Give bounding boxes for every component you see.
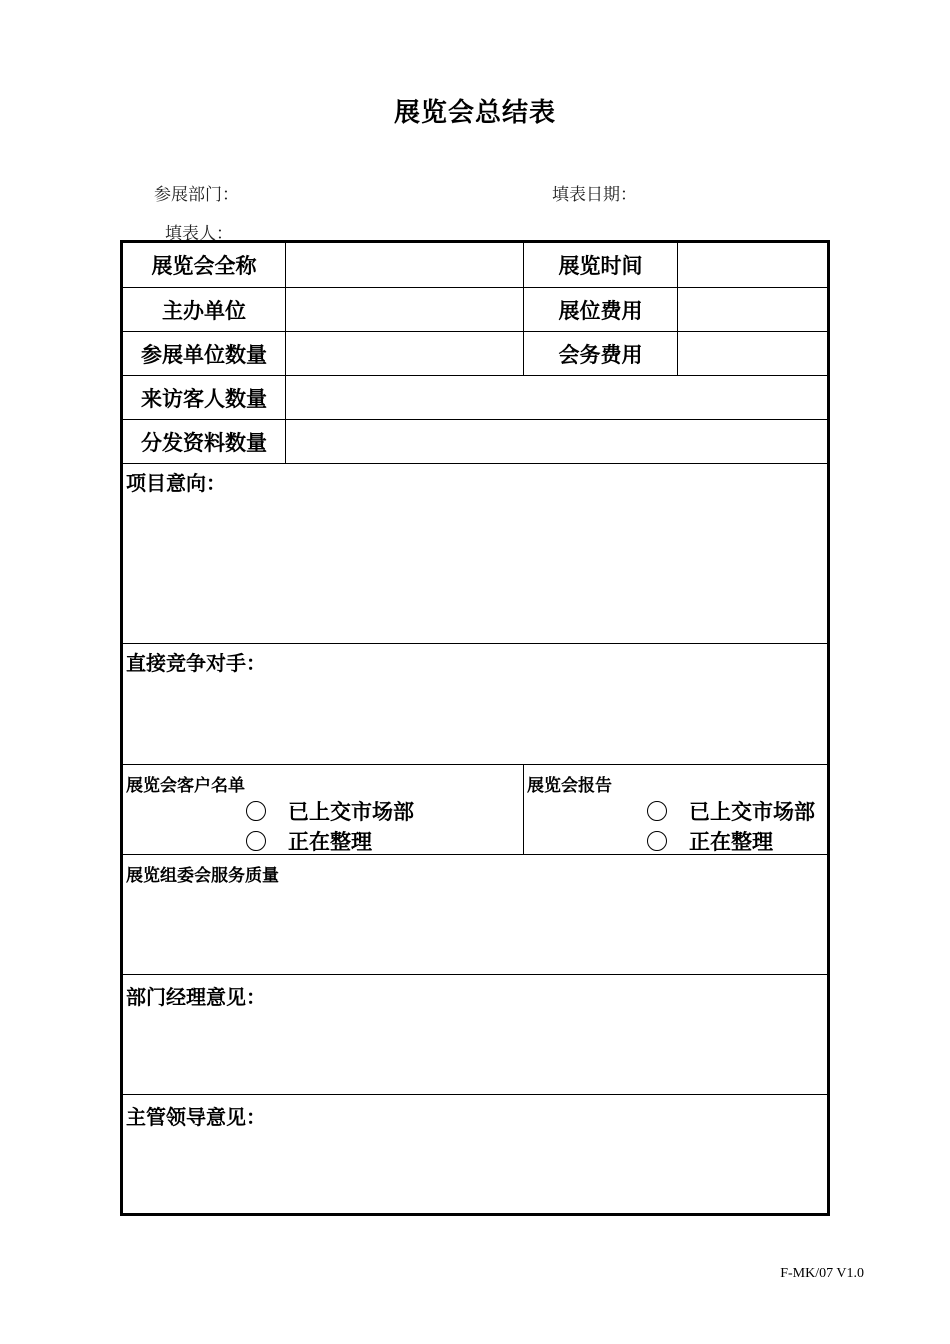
report-option-submitted[interactable] [647,796,827,826]
report-cell [523,765,827,854]
option-label: 已上交市场部 [689,800,815,824]
summary-form [120,240,830,1216]
department-label: 参展部门： [154,185,239,205]
exhibitor-count-field[interactable] [285,332,523,375]
form-row-name [123,243,827,287]
option-label: 正在整理 [689,830,773,854]
materials-count-label: 分发资料数量 [141,430,267,455]
radio-icon[interactable] [246,831,266,851]
booth-cost-label: 展位费用 [523,288,677,331]
form-row-exhibitors [123,331,827,375]
document-code: F-MK/07 V1.0 [780,1266,864,1281]
exhibition-name-label: 展览会全称 [151,254,257,278]
visitor-count-field[interactable] [285,376,827,419]
radio-icon[interactable] [647,831,667,851]
form-row-visitors [123,375,827,419]
status-row [123,764,827,854]
date-label: 填表日期： [552,185,637,205]
form-row-materials [123,419,827,463]
report-label: 展览会报告 [527,776,612,796]
meeting-cost-field[interactable] [677,332,827,375]
form-row-organizer [123,287,827,331]
page-title: 展览会总结表 [393,98,556,128]
organizer-label: 主办单位 [162,298,246,323]
exhibitor-count-label: 参展单位数量 [141,342,267,367]
dept-manager-section[interactable] [123,974,827,1094]
customer-list-cell [123,765,523,854]
supervisor-section[interactable] [123,1094,827,1213]
committee-service-label: 展览组委会服务质量 [126,866,279,886]
report-option-organizing[interactable] [647,826,827,856]
radio-icon[interactable] [246,801,266,821]
filler-label: 填表人： [165,224,233,244]
competitors-label: 直接竞争对手： [126,651,266,675]
committee-service-section[interactable] [123,854,827,974]
exhibition-name-field[interactable] [285,243,523,287]
project-intent-label: 项目意向： [126,471,226,495]
dept-manager-label: 部门经理意见： [126,985,266,1009]
materials-count-field[interactable] [285,420,827,463]
supervisor-label: 主管领导意见： [126,1105,266,1129]
booth-cost-field[interactable] [677,288,827,331]
option-label: 正在整理 [288,830,372,854]
radio-icon[interactable] [647,801,667,821]
competitors-section[interactable] [123,643,827,764]
customer-list-label: 展览会客户名单 [126,776,245,796]
meeting-cost-label: 会务费用 [523,332,677,375]
exhibition-time-field[interactable] [677,243,827,287]
visitor-count-label: 来访客人数量 [141,386,267,411]
option-label: 已上交市场部 [288,800,414,824]
customer-list-option-organizing[interactable] [246,826,523,856]
organizer-field[interactable] [285,288,523,331]
exhibition-time-label: 展览时间 [523,243,677,287]
customer-list-option-submitted[interactable] [246,796,523,826]
project-intent-section[interactable] [123,463,827,643]
